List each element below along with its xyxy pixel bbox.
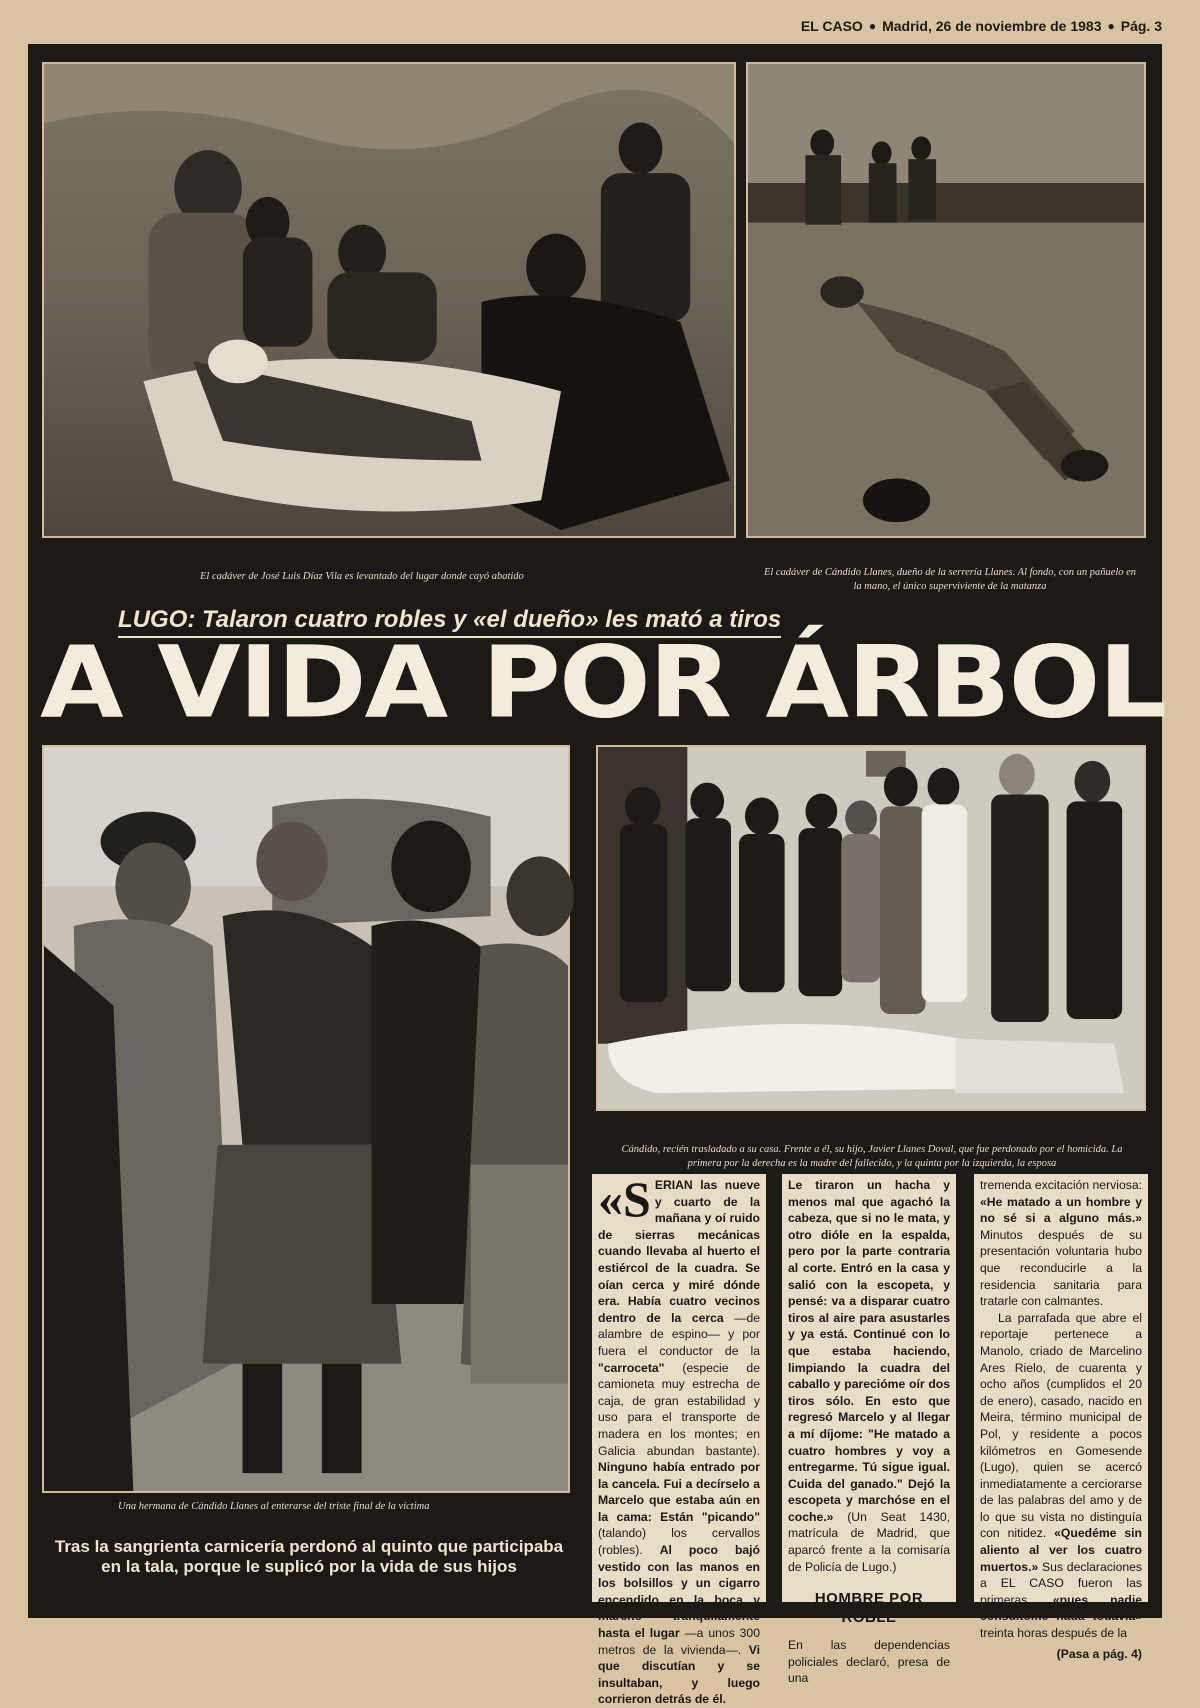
col1-text-i: —a unos 300 metros de la vivienda—. — [598, 1626, 760, 1657]
col1-term-picando: "picando" — [701, 1509, 761, 1524]
headline: A VIDA POR ÁRBOL — [40, 625, 1166, 741]
photo-body-lifted — [42, 62, 736, 538]
col1-text-h: Al poco bajó vestido con las manos en los bolsillos y un cigarro encendido en la boca y marchó tranquilamente hasta el lugar — [598, 1543, 760, 1641]
drop-cap: «S — [598, 1171, 651, 1227]
col1-lead: ERIAN las nueve y cuarto de la mañana y oí ruido de sierras mecánicas cuando llevaba al huerto el estiércol de la cuadra. Se oían cerca y miré dónde era. Había cuatro vecinos dentro de la cerca — [598, 1178, 760, 1325]
page-number: Pág. 3 — [1120, 18, 1162, 34]
col3-text-d: La parrafada que abre el reportaje pertenece a Manolo, criado de Marcelino Ares Rielo, de cuarenta y ocho años (cumplidos el 20 de enero), casado, nacido en Meira, término municipal de Pol, y residente a pocos kilómetros en Gomesende (Lugo), quien se acercó inmediatamente a cerciorarse de las palabras del amo y de lo que su vista no distinguía con nitidez. — [980, 1310, 1142, 1541]
col1-term-carroceta: "carroceta" — [598, 1360, 665, 1375]
col1-text-f: (talando) los cervallos — [598, 1526, 760, 1541]
caption-photo-1: El cadáver de José Luis Díaz Vila es levantado del lugar donde cayó abatido — [200, 571, 524, 582]
bullet-icon: ● — [1107, 19, 1115, 33]
photo-grieving-sister — [42, 745, 570, 1493]
col3-text-h: treinta horas después de la — [980, 1626, 1128, 1641]
col3-text-c: Minutos después de su presentación voluntaria hubo que reconducirle a la residencia sanitaria para tratarle con calmantes. — [980, 1227, 1142, 1309]
col3-text-f: Sus declaraciones a EL CASO fueron las primeras, — [980, 1559, 1143, 1607]
col2-text: En las dependencias policiales declaró, presa de una — [788, 1638, 950, 1686]
kicker: LUGO: Talaron cuatro robles y «el dueño» les mató a tiros — [118, 606, 781, 638]
col2-aside: (Un Seat 1430, matrícula de Madrid, que aparcó frente a la comisaría de Policía de Lugo.) — [788, 1509, 951, 1574]
continued-link[interactable]: (Pasa a pág. 4) — [1056, 1646, 1142, 1661]
subheading-hombre-por-roble: HOMBRE POR ROBLE — [814, 1590, 924, 1627]
col3-quote-3: «pues nadie consultóme nada todavía» — [980, 1592, 1142, 1624]
article-column-3 — [974, 1174, 1148, 1661]
photo-family-mourning — [596, 745, 1146, 1111]
col3-quote-2: «Quedéme sin aliento al ver los cuatro muertos.» — [980, 1526, 1142, 1574]
caption-photo-4: Cándido, recién trasladado a su casa. Frente a él, su hijo, Javier Llanes Doval, que fue perdonado por el homicida. La primera por la derecha es la madre del fallecido, y la quinta por la izquierda, la esposa — [621, 1144, 1123, 1169]
col1-text-j: Vi que discutían y se insultaban, y luego corrieron detrás de él. — [598, 1642, 760, 1707]
col1-text-c: (especie de camioneta muy estrecha de caja, de gran estabilidad y uso para el transporte de madera en los montes; en Galicia abundan bastante). — [598, 1360, 760, 1458]
article-column-1 — [592, 1171, 766, 1707]
col1-text-g: (robles). — [598, 1543, 643, 1558]
col2-quote: Le tiraron un hacha y menos mal que agachó la cabeza, que si no le mata, y otro dióle en la espalda, pero por la parte contraria al corte. Entró en la casa y salió con la escopeta, y pensé: va a disparar cuatro tiros al aire para asustarles y ya está. Continué con lo que estaba haciendo, limpiando la cuadra del caballo y parecióme oír dos tiros sólo. En esto que regresó Marcelo y al llegar a mí díjome: "He matado a cuatro hombres y voy a entregarme. Tú sigue igual. Cuida del ganado." Dejó la escopeta y marchóse en el coche.» — [788, 1178, 950, 1524]
col3-text-a: tremenda excitación nerviosa: — [980, 1178, 1142, 1192]
col1-text-d: Ninguno había entrado por la cancela. Fui a decírselo a Marcelo que estaba aún en la cama: Están — [598, 1460, 760, 1524]
col3-quote-1: «He matado a un hombre y no sé si a alguno más.» — [980, 1194, 1142, 1226]
caption-photo-3: Una hermana de Cándido Llanes al enterarse del triste final de la víctima — [118, 1501, 430, 1512]
photo-body-on-grass — [746, 62, 1146, 538]
page-header — [801, 18, 1162, 34]
caption-photo-2: El cadáver de Cándido Llanes, dueño de la serrería Llanes. Al fondo, con un pañuelo en la mano, el único superviviente de la matanza — [763, 567, 1137, 592]
col1-text-a: —de alambre de espino— y por fuera el conductor de la — [598, 1310, 760, 1358]
subhead: Tras la sangrienta carnicería perdonó al quinto que participaba en la tala, porque le suplicó por la vida de sus hijos — [54, 1537, 564, 1576]
article-column-2 — [782, 1174, 956, 1686]
paper-name: EL CASO — [800, 18, 863, 34]
bullet-icon: ● — [868, 19, 877, 33]
issue-date: Madrid, 26 de noviembre de 1983 — [882, 18, 1102, 34]
